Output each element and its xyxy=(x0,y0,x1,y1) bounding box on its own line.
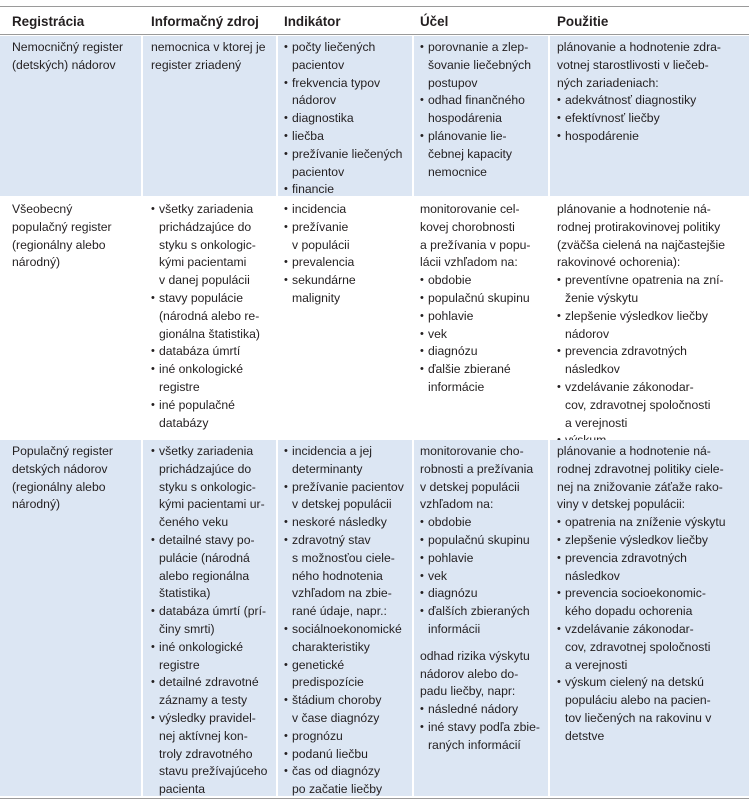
cell-text-line: čebnej kapacity xyxy=(428,146,513,161)
cell-text-line: populačný register xyxy=(12,219,112,234)
cell-text-line: registre xyxy=(159,379,200,394)
bullet-item: • financie xyxy=(284,181,412,199)
cell-text-line: vzhľadom na zbie- xyxy=(292,586,392,601)
cell-text-line: lácii vzhľadom na: xyxy=(420,255,518,270)
cell-informacny-zdroj xyxy=(143,198,276,434)
bullet-item: • vek xyxy=(420,568,548,586)
cell-pouzitie xyxy=(550,440,749,796)
cell-text-line: ných zariadeniach: xyxy=(557,75,659,90)
bullet-item: • efektívnosť liečby xyxy=(557,110,749,128)
bullet-item: • neskoré následky xyxy=(284,514,412,532)
cell-text-line: gionálna štatistika) xyxy=(159,326,260,341)
cell-text-line: čeného veku xyxy=(159,515,229,530)
header-registracia: Registrácia xyxy=(12,14,85,29)
cell-text-line: predispozície xyxy=(292,675,364,690)
cell-text-line: votnej starostlivosti v liečeb- xyxy=(557,57,709,72)
top-rule xyxy=(0,6,749,7)
cell-text-line: viny v detskej populácii: xyxy=(557,497,686,512)
bullet-item: • prevencia socioekonomic- xyxy=(557,585,749,603)
cell-registracia xyxy=(0,440,141,796)
cell-text-line: v čase diagnózy xyxy=(292,710,380,725)
bullet-item: • porovnanie a zlep- xyxy=(420,39,548,57)
cell-text-line: a verejnosti xyxy=(565,415,628,430)
bullet-item: • prevencia zdravotných xyxy=(557,550,749,568)
bullet-item: • frekvencia typov xyxy=(284,75,412,93)
cell-text-line: Populačný register xyxy=(12,444,113,458)
cell-text-line: nádorov xyxy=(565,326,610,341)
bullet-item: • incidencia a jej xyxy=(284,443,412,461)
cell-text-line: plánovanie a hodnotenie ná- xyxy=(557,202,711,216)
bullet-item: • obdobie xyxy=(420,272,548,290)
bullet-item: • opatrenia na zníženie výskytu xyxy=(557,514,749,532)
cell-text-line: šovanie liečebných xyxy=(428,57,531,72)
cell-text-line: nej na znižovanie záťaže rako- xyxy=(557,479,723,494)
header-informacny-zdroj: Informačný zdroj xyxy=(151,14,259,29)
cell-text-line: malignity xyxy=(292,290,341,305)
cell-text-line: populáciu alebo na pacien- xyxy=(565,693,711,708)
cell-text-line: nádorov xyxy=(292,93,337,108)
cell-text-line: ného hodnotenia xyxy=(292,568,383,583)
cell-text-line: plánovanie a hodnotenie zdra- xyxy=(557,40,721,54)
bullet-item: • diagnostika xyxy=(284,110,412,128)
cell-text-line: kého dopadu ochorenia xyxy=(565,604,693,619)
cell-text-line: monitorovanie cho- xyxy=(420,444,524,458)
header-rule xyxy=(0,34,749,35)
cell-text-line: raných informácií xyxy=(428,737,521,752)
cell-text-line: stavu prežívajúceho xyxy=(159,764,268,779)
cell-text-line: databázy xyxy=(159,415,209,430)
bullet-item: • iné stavy podľa zbie- xyxy=(420,719,548,737)
cell-text-line: v detskej populácii xyxy=(292,497,392,512)
cell-ucel xyxy=(414,36,548,196)
bullet-item: • prežívanie pacientov xyxy=(284,479,412,497)
bullet-item: • ďalšie zbierané xyxy=(420,361,548,379)
cell-text-line: vzhľadom na: xyxy=(420,497,494,512)
cell-text-line: rané údaje, napr.: xyxy=(292,604,387,619)
cell-text-line: ženie výskytu xyxy=(565,290,639,305)
cell-text-line: monitorovanie cel- xyxy=(420,202,520,216)
bullet-item: • čas od diagnózy xyxy=(284,763,412,781)
bullet-item: • iné populačné xyxy=(151,397,276,415)
bullet-item: • zlepšenie výsledkov liečby xyxy=(557,532,749,550)
cell-text-line: kými pacientami ur- xyxy=(159,497,265,512)
bullet-item: • hospodárenie xyxy=(557,128,749,146)
cell-registracia xyxy=(0,198,141,434)
bullet-item: • preventívne opatrenia na zní- xyxy=(557,272,749,290)
cell-text-line: odhad rizika výskytu xyxy=(420,648,530,663)
bullet-item: • pohlavie xyxy=(420,308,548,326)
cell-text-line: kými pacientami xyxy=(159,255,247,270)
bullet-item: • počty liečených xyxy=(284,39,412,57)
cell-text-line: styku s onkologic- xyxy=(159,479,256,494)
cell-text-line: v detskej populácii xyxy=(420,479,520,494)
cell-text-line: registre xyxy=(159,657,200,672)
cell-text-line: nemocnica v ktorej je xyxy=(151,40,266,54)
bullet-item: • výskum cielený na detskú xyxy=(557,674,749,692)
cell-text-line: po začatie liečby xyxy=(292,782,383,797)
bullet-item: • výsledky pravidel- xyxy=(151,710,276,728)
cell-indikator xyxy=(278,440,412,796)
cell-text-line: v populácii xyxy=(292,237,350,252)
bullet-item: • štádium choroby xyxy=(284,692,412,710)
header-pouzitie: Použitie xyxy=(557,14,609,29)
cell-informacny-zdroj xyxy=(143,36,276,196)
cell-registracia xyxy=(0,36,141,196)
cell-text-line: (regionálny alebo xyxy=(12,237,106,252)
cell-text-line: následkov xyxy=(565,362,620,377)
cell-text-line: cov, zdravotnej spoločnosti xyxy=(565,639,711,654)
cell-text-line: detských nádorov xyxy=(12,461,108,476)
cell-text-line: register zriadený xyxy=(151,57,242,72)
cell-text-line: rakovinové ochorenia): xyxy=(557,255,681,270)
cell-text-line: a verejnosti xyxy=(565,657,628,672)
cell-informacny-zdroj xyxy=(143,440,276,796)
cell-text-line: postupov xyxy=(428,75,478,90)
cell-text-line: plánovanie a hodnotenie ná- xyxy=(557,444,711,458)
cell-text-line: robnosti a prežívania xyxy=(420,461,534,476)
bullet-item: • iné onkologické xyxy=(151,639,276,657)
bullet-item: • obdobie xyxy=(420,514,548,532)
cell-indikator xyxy=(278,198,412,434)
cell-text-line: styku s onkologic- xyxy=(159,237,256,252)
header-indikator: Indikátor xyxy=(284,14,341,29)
cell-pouzitie xyxy=(550,36,749,196)
cell-text-line: pacienta xyxy=(159,782,206,797)
bullet-item: • prognózu xyxy=(284,728,412,746)
bullet-item: • vzdelávanie zákonodar- xyxy=(557,379,749,397)
bullet-item: • ďalších zbieraných xyxy=(420,603,548,621)
bullet-item: • podanú liečbu xyxy=(284,746,412,764)
cell-text-line: rodnej zdravotnej politiky ciele- xyxy=(557,461,724,476)
bullet-item: • databáza úmrtí xyxy=(151,343,276,361)
cell-text-line: kovej chorobnosti xyxy=(420,219,515,234)
header-ucel: Účel xyxy=(420,14,449,29)
bullet-item: • stavy populácie xyxy=(151,290,276,308)
bullet-item: • sociálnoekonomické xyxy=(284,621,412,639)
cell-text-line: hospodárenia xyxy=(428,111,502,126)
cell-text-line: cov, zdravotnej spoločnosti xyxy=(565,397,711,412)
cell-text-line: (zväčša cielená na najčastejšie xyxy=(557,237,726,252)
bullet-item: • plánovanie lie- xyxy=(420,128,548,146)
cell-text-line: prichádzajúce do xyxy=(159,461,252,476)
cell-text-line: alebo regionálna xyxy=(159,568,250,583)
cell-text-line: následkov xyxy=(565,568,620,583)
cell-indikator xyxy=(278,36,412,196)
paragraph-gap xyxy=(420,639,548,648)
bullet-item: • detailné stavy po- xyxy=(151,532,276,550)
cell-text-line: charakteristiky xyxy=(292,639,370,654)
bullet-item: • vek xyxy=(420,326,548,344)
bullet-item: • prevencia zdravotných xyxy=(557,343,749,361)
cell-text-line: determinanty xyxy=(292,461,363,476)
bullet-item: • vzdelávanie zákonodar- xyxy=(557,621,749,639)
cell-text-line: pacientov xyxy=(292,164,345,179)
cell-text-line: a prežívania v popu- xyxy=(420,237,531,252)
bullet-item: • pohlavie xyxy=(420,550,548,568)
cell-text-line: tov liečených na rakovinu v xyxy=(565,710,712,725)
cell-text-line: štatistika) xyxy=(159,586,211,601)
bullet-item: • odhad finančného xyxy=(420,92,548,110)
cell-text-line: informácie xyxy=(428,379,485,394)
bullet-item: • incidencia xyxy=(284,201,412,219)
cell-text-line: Všeobecný xyxy=(12,202,73,216)
cell-text-line: (regionálny alebo xyxy=(12,479,106,494)
cell-text-line: (detských) nádorov xyxy=(12,57,116,72)
cell-ucel xyxy=(414,440,548,796)
bullet-item: • následné nádory xyxy=(420,701,548,719)
bullet-item: • populačnú skupinu xyxy=(420,532,548,550)
bullet-item: • diagnózu xyxy=(420,343,548,361)
cell-text-line: informácii xyxy=(428,621,481,636)
cell-text-line: rodnej protirakovinovej politiky xyxy=(557,219,721,234)
cell-text-line: národný) xyxy=(12,497,61,512)
bottom-rule xyxy=(0,798,749,799)
bullet-item: • populačnú skupinu xyxy=(420,290,548,308)
cell-text-line: detstve xyxy=(565,728,605,743)
cell-text-line: pacientov xyxy=(292,57,345,72)
cell-text-line: záznamy a testy xyxy=(159,693,248,708)
cell-text-line: padu liečby, napr: xyxy=(420,684,516,699)
bullet-item: • všetky zariadenia xyxy=(151,201,276,219)
bullet-item: • iné onkologické xyxy=(151,361,276,379)
bullet-item: • prevalencia xyxy=(284,254,412,272)
cell-ucel xyxy=(414,198,548,434)
bullet-item: • prežívanie xyxy=(284,219,412,237)
cell-pouzitie xyxy=(550,198,749,434)
bullet-item: • databáza úmrtí (prí- xyxy=(151,603,276,621)
cell-text-line: nemocnice xyxy=(428,164,487,179)
cell-text-line: s možnosťou ciele- xyxy=(292,550,395,565)
cell-text-line: nádorov alebo do- xyxy=(420,666,519,681)
bullet-item: • prežívanie liečených xyxy=(284,146,412,164)
cell-text-line: Nemocničný register xyxy=(12,40,124,54)
cell-text-line: v danej populácii xyxy=(159,273,250,288)
cell-text-line: činy smrti) xyxy=(159,621,215,636)
bullet-item: • adekvátnosť diagnostiky xyxy=(557,92,749,110)
cell-text-line: nej aktívnej kon- xyxy=(159,728,248,743)
cell-text-line: pulácie (národná xyxy=(159,550,250,565)
bullet-item: • detailné zdravotné xyxy=(151,674,276,692)
bullet-item: • diagnózu xyxy=(420,585,548,603)
cell-text-line: troly zdravotného xyxy=(159,746,253,761)
bullet-item: • všetky zariadenia xyxy=(151,443,276,461)
cell-text-line: národný) xyxy=(12,255,61,270)
bullet-item: • genetické xyxy=(284,657,412,675)
bullet-item: • zlepšenie výsledkov liečby xyxy=(557,308,749,326)
bullet-item: • liečba xyxy=(284,128,412,146)
cell-text-line: prichádzajúce do xyxy=(159,219,252,234)
bullet-item: • zdravotný stav xyxy=(284,532,412,550)
cell-text-line: (národná alebo re- xyxy=(159,308,260,323)
bullet-item: • sekundárne xyxy=(284,272,412,290)
